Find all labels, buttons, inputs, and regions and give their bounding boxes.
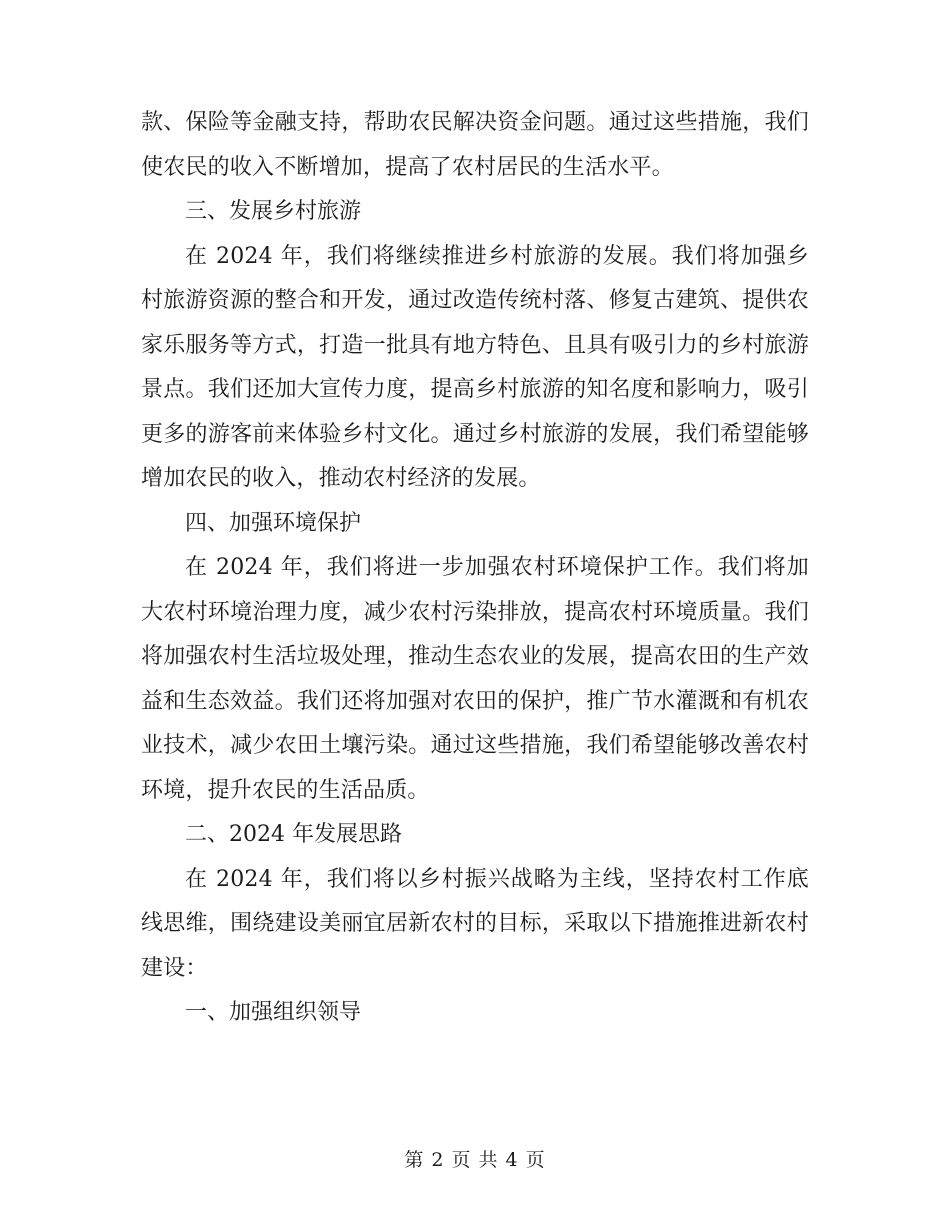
paragraph-environment: 在 2024 年，我们将进一步加强农村环境保护工作。我们将加大农村环境治理力度，减少农村污染排放，提高农村环境质量。我们将加强农村生活垃圾处理，推动生态农业的发展，提高农田的生产效益和生态效益。我们还将加强对农田的保护，推广节水灌溉和有机农业技术，减少农田土壤污染。通过这些措施，我们希望能够改善农村环境，提升农民的生活品质。 — [141, 555, 809, 803]
paragraph-rural-tourism: 在 2024 年，我们将继续推进乡村旅游的发展。我们将加强乡村旅游资源的整合和开发，通过改造传统村落、修复古建筑、提供农家乐服务等方式，打造一批具有地方特色、且具有吸引力的乡村旅游景点。我们还加大宣传力度，提高乡村旅游的知名度和影响力，吸引更多的游客前来体验乡村文化。通过乡村旅游的发展，我们希望能够增加农民的收入，推动农村经济的发展。 — [141, 243, 809, 491]
paragraph-financial-support: 款、保险等金融支持，帮助农民解决资金问题。通过这些措施，我们使农民的收入不断增加，提高了农村居民的生活水平。 — [141, 110, 809, 180]
section-heading-environment: 四、加强环境保护 — [185, 510, 362, 536]
section-heading-organization: 一、加强组织领导 — [185, 1000, 362, 1025]
section-heading-rural-tourism: 三、发展乡村旅游 — [185, 199, 362, 224]
page-footer: 第 2 页 共 4 页 — [404, 1149, 546, 1171]
section-heading-development-ideas: 二、2024 年发展思路 — [185, 822, 402, 847]
paragraph-development-ideas: 在 2024 年，我们将以乡村振兴战略为主线，坚持农村工作底线思维，围绕建设美丽宜居新农村的目标，采取以下措施推进新农村建设： — [141, 866, 809, 981]
document-body — [141, 101, 809, 1036]
